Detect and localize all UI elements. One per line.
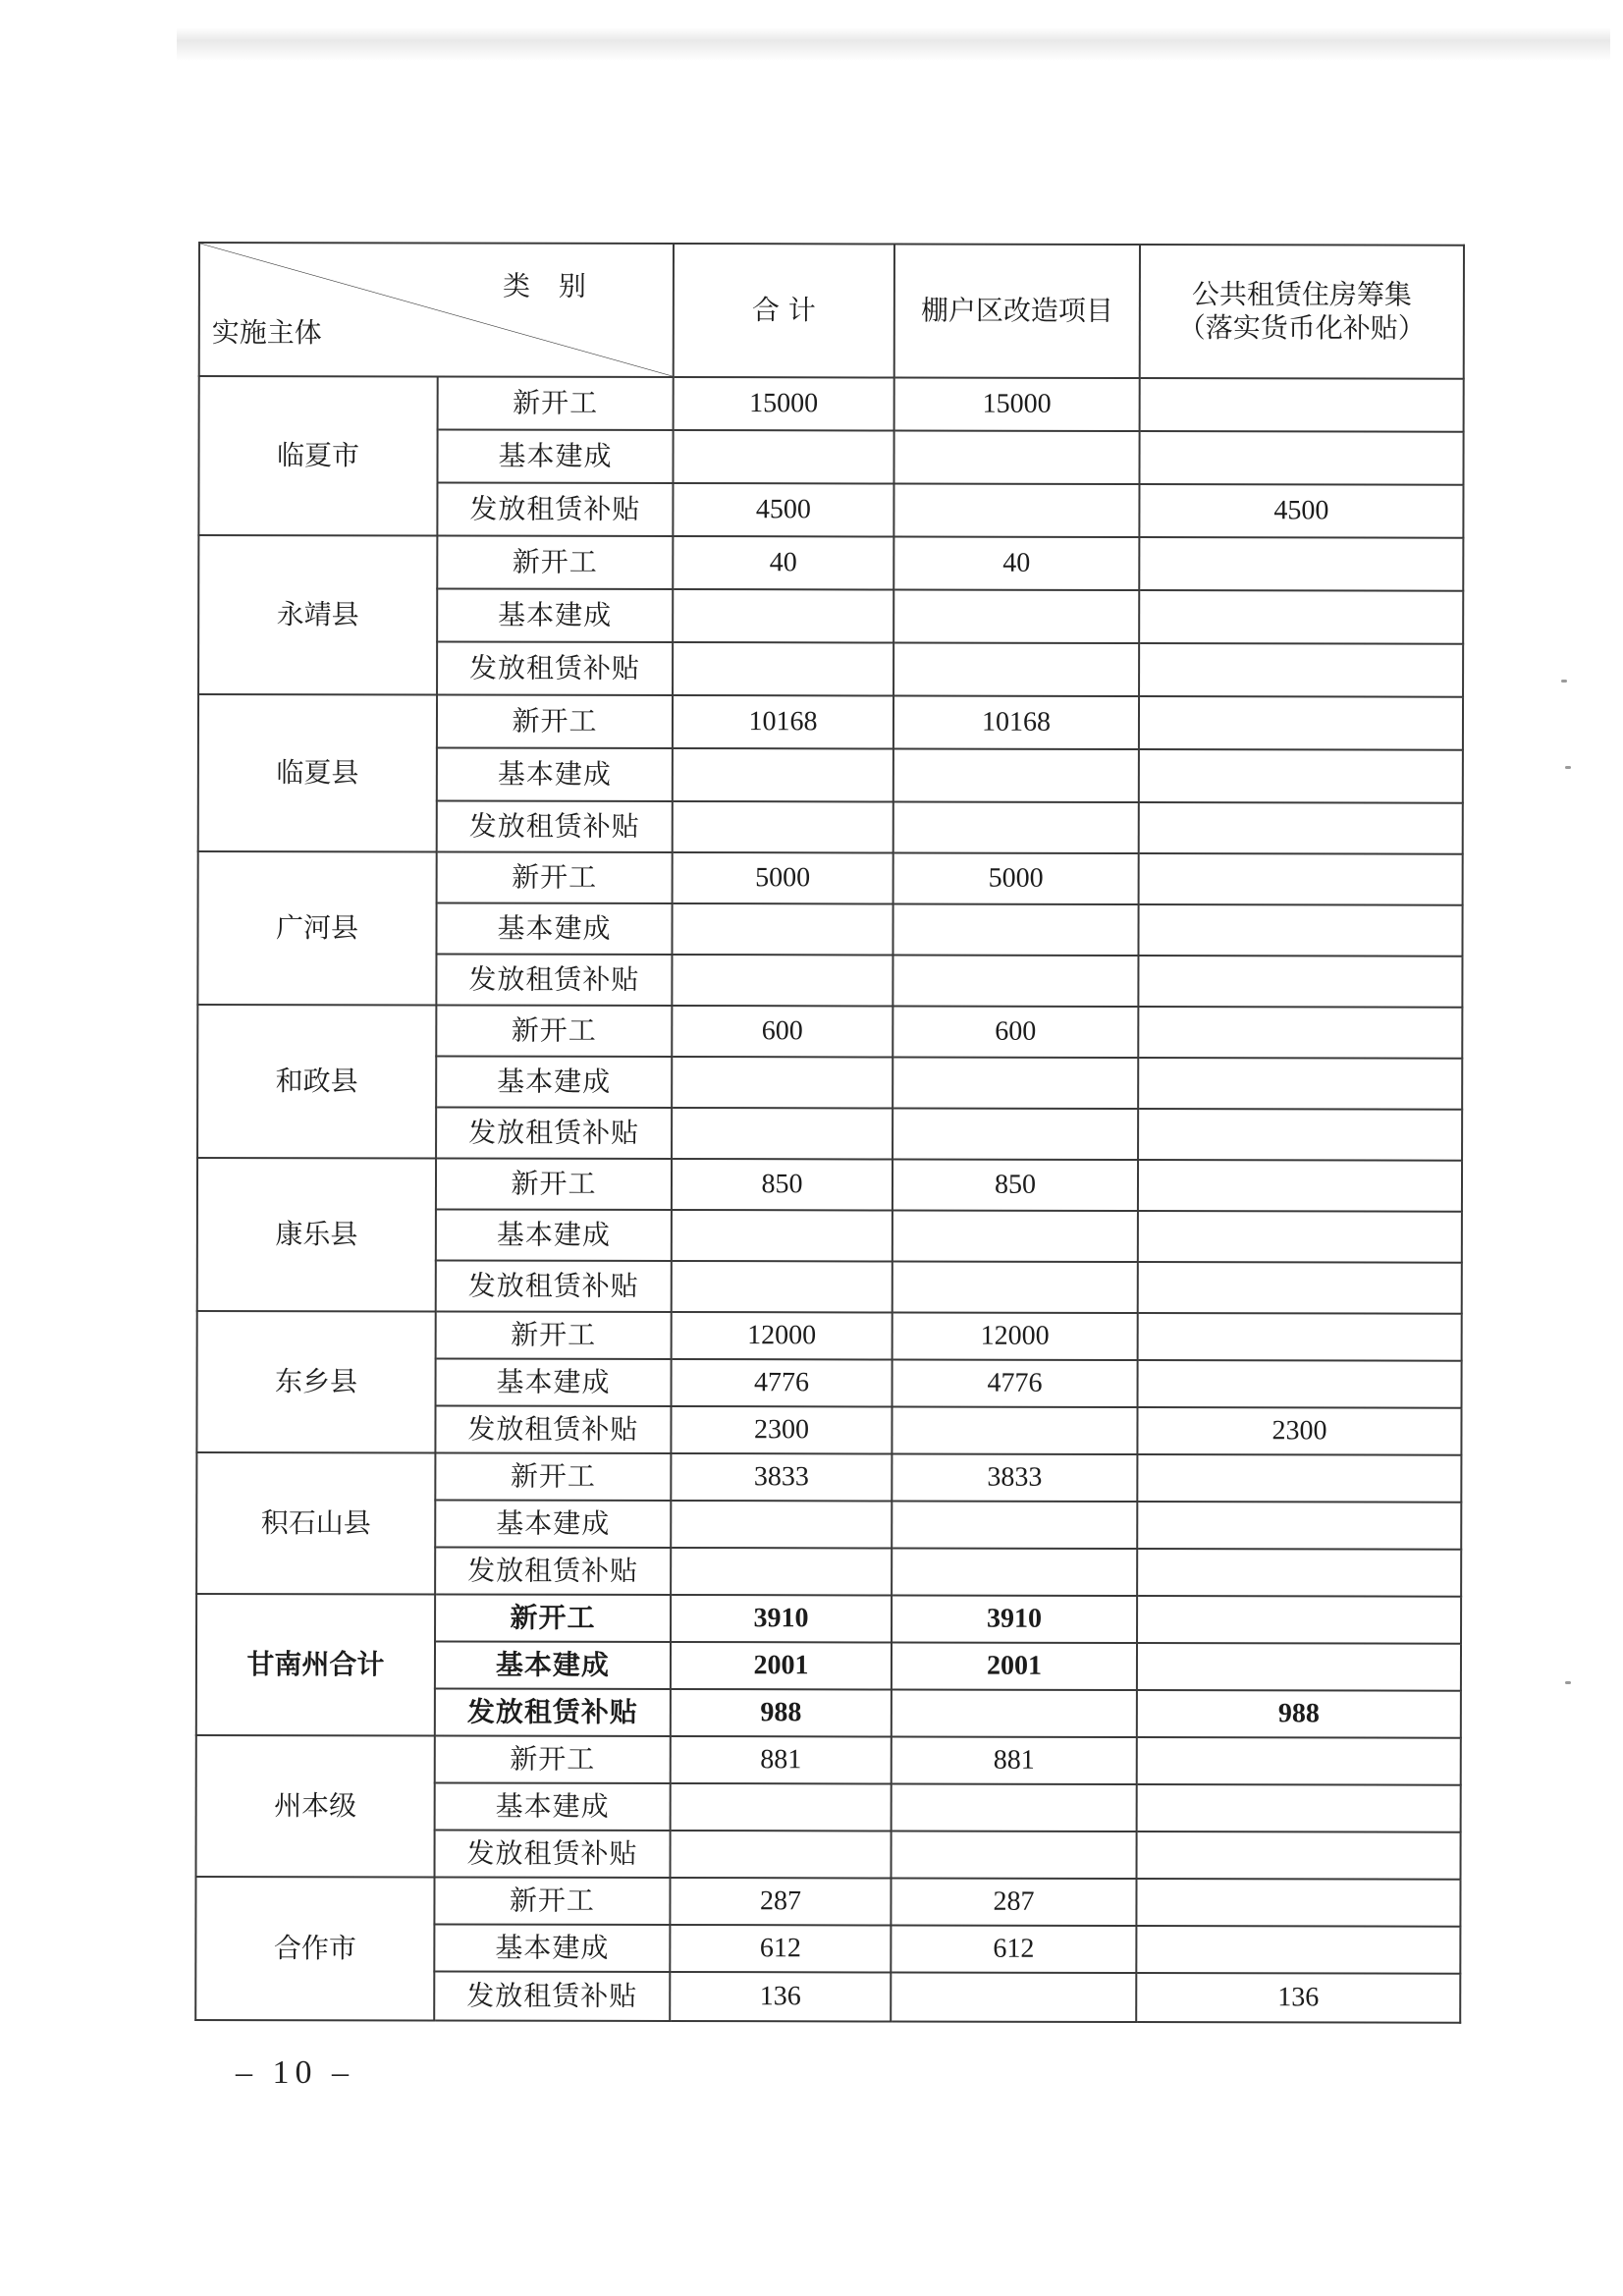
scan-top-smudge (177, 27, 1610, 61)
public-rental-cell (1138, 1058, 1462, 1110)
total-cell: 4776 (672, 1359, 893, 1406)
category-cell: 发放租赁补贴 (437, 801, 673, 853)
category-cell: 新开工 (437, 536, 673, 590)
category-cell: 发放租赁补贴 (436, 1108, 672, 1160)
category-cell: 基本建成 (435, 1642, 671, 1690)
shantytown-cell (893, 430, 1139, 484)
total-cell: 988 (671, 1689, 892, 1736)
total-cell: 4500 (673, 483, 893, 536)
category-cell: 基本建成 (435, 1501, 671, 1549)
entity-name: 康乐县 (197, 1158, 436, 1312)
total-cell: 881 (671, 1736, 892, 1783)
category-cell: 基本建成 (436, 1210, 672, 1262)
shantytown-cell (892, 1501, 1137, 1549)
total-cell: 10168 (673, 695, 893, 748)
category-cell: 发放租赁补贴 (435, 1689, 671, 1737)
header-category-label: 类 别 (502, 269, 596, 302)
table-row (199, 376, 1464, 432)
shantytown-cell (891, 1972, 1136, 2022)
category-cell: 基本建成 (436, 903, 672, 956)
public-rental-cell (1139, 431, 1463, 485)
category-cell: 新开工 (435, 1595, 671, 1643)
public-rental-cell (1137, 1502, 1461, 1550)
total-cell (672, 1261, 893, 1312)
shantytown-cell (893, 1108, 1138, 1160)
total-cell (672, 1210, 893, 1261)
total-cell: 612 (670, 1925, 891, 1972)
total-cell (671, 1783, 892, 1831)
table-row (197, 1158, 1462, 1212)
entity-name: 临夏县 (198, 694, 437, 852)
public-rental-cell (1138, 1360, 1462, 1408)
housing-project-table (194, 242, 1465, 2024)
shantytown-cell (893, 955, 1138, 1007)
category-cell: 新开工 (435, 1453, 671, 1502)
entity-name: 和政县 (197, 1005, 436, 1159)
shantytown-cell: 12000 (893, 1312, 1138, 1360)
table-body (195, 376, 1464, 2023)
entity-name: 广河县 (197, 851, 436, 1006)
public-rental-cell (1137, 1737, 1461, 1785)
entity-name: 合作市 (195, 1877, 434, 2021)
shantytown-cell (892, 1831, 1137, 1879)
category-cell: 基本建成 (436, 1057, 672, 1109)
category-cell: 基本建成 (437, 589, 673, 643)
total-cell (673, 589, 893, 642)
public-rental-cell (1139, 643, 1463, 697)
total-cell (673, 642, 893, 695)
header-shantytown (894, 244, 1140, 378)
header-public-rental (1140, 245, 1464, 379)
public-rental-cell (1136, 1926, 1460, 1974)
total-cell (672, 955, 893, 1006)
total-cell: 2001 (671, 1642, 892, 1689)
table-row (198, 535, 1463, 591)
total-cell (673, 430, 893, 483)
category-cell: 新开工 (436, 1006, 672, 1058)
scan-speck (1561, 680, 1567, 683)
table-header-row (199, 243, 1464, 379)
total-cell (671, 1501, 892, 1548)
total-cell (671, 1831, 892, 1878)
category-cell: 发放租赁补贴 (436, 1261, 672, 1313)
category-cell: 发放租赁补贴 (435, 1831, 671, 1879)
total-cell: 2300 (671, 1406, 892, 1453)
public-rental-cell (1138, 1109, 1462, 1161)
public-rental-cell (1137, 1831, 1461, 1880)
category-cell: 基本建成 (437, 430, 673, 484)
shantytown-cell (893, 801, 1139, 853)
table-row (196, 1594, 1461, 1644)
shantytown-cell: 287 (891, 1878, 1136, 1926)
shantytown-cell (893, 589, 1139, 643)
shantytown-cell: 5000 (893, 852, 1139, 904)
category-cell: 新开工 (436, 1312, 672, 1360)
public-rental-cell (1138, 1211, 1462, 1263)
shantytown-cell (893, 903, 1138, 956)
category-cell: 基本建成 (436, 1359, 672, 1407)
public-rental-cell (1139, 853, 1463, 905)
shantytown-cell: 881 (892, 1736, 1137, 1784)
category-cell: 基本建成 (435, 1783, 671, 1831)
total-cell (673, 801, 893, 852)
shantytown-cell: 3910 (892, 1595, 1137, 1643)
shantytown-cell (893, 1261, 1138, 1313)
public-rental-cell (1137, 1454, 1461, 1503)
public-rental-cell (1136, 1879, 1460, 1927)
public-rental-cell: 4500 (1139, 484, 1463, 538)
category-cell: 新开工 (436, 1159, 672, 1211)
public-rental-cell (1139, 696, 1463, 750)
shantytown-cell: 40 (893, 536, 1139, 590)
public-rental-cell (1139, 537, 1463, 591)
category-cell: 新开工 (435, 1736, 671, 1784)
total-cell: 5000 (673, 852, 893, 903)
shantytown-cell (892, 1689, 1137, 1737)
category-cell: 新开工 (438, 377, 674, 431)
table-row (198, 694, 1463, 750)
public-rental-cell (1138, 956, 1462, 1008)
category-cell: 发放租赁补贴 (434, 1972, 670, 2022)
public-rental-cell: 136 (1136, 1973, 1460, 2023)
shantytown-cell (893, 483, 1139, 537)
scan-speck (1565, 766, 1571, 769)
public-rental-cell (1140, 378, 1464, 432)
shantytown-cell: 612 (891, 1925, 1136, 1973)
public-rental-cell (1137, 1596, 1461, 1644)
page-number: – 10 – (236, 2054, 354, 2091)
total-cell (672, 1108, 893, 1159)
entity-name: 积石山县 (196, 1452, 435, 1595)
public-rental-cell (1137, 1549, 1461, 1597)
category-cell: 发放租赁补贴 (436, 955, 672, 1007)
shantytown-cell (893, 1057, 1138, 1109)
header-shantytown-label: 棚户区改造项目 (920, 294, 1113, 328)
table-row (197, 1311, 1462, 1361)
public-rental-cell (1138, 1160, 1462, 1212)
shantytown-cell: 850 (893, 1159, 1138, 1211)
shantytown-cell (892, 1783, 1137, 1831)
category-cell: 发放租赁补贴 (435, 1406, 671, 1454)
public-rental-cell (1137, 1784, 1461, 1832)
entity-name: 甘南州合计 (196, 1594, 435, 1736)
shantytown-cell (893, 748, 1139, 802)
shantytown-cell (892, 1548, 1137, 1596)
total-cell: 600 (672, 1006, 893, 1057)
table-row (196, 1735, 1461, 1785)
total-cell: 136 (670, 1972, 891, 2021)
total-cell: 850 (672, 1159, 893, 1210)
category-cell: 发放租赁补贴 (435, 1548, 671, 1596)
shantytown-cell: 3833 (892, 1453, 1137, 1502)
public-rental-cell (1139, 749, 1463, 803)
header-total-label: 合 计 (751, 294, 816, 327)
category-cell: 新开工 (437, 695, 673, 749)
public-rental-cell (1137, 1643, 1461, 1691)
shantytown-cell: 10168 (893, 695, 1139, 749)
header-subject-label: 实施主体 (211, 316, 322, 350)
public-rental-cell (1138, 1313, 1462, 1361)
entity-name: 州本级 (196, 1735, 435, 1878)
total-cell: 3833 (671, 1453, 892, 1501)
total-cell (672, 1057, 893, 1108)
entity-name: 临夏市 (198, 376, 437, 536)
public-rental-cell (1138, 1262, 1462, 1314)
shantytown-cell (893, 1210, 1138, 1262)
header-public-rental-line1: 公共租赁住房筹集 (1191, 278, 1412, 311)
diagonal-divider-line (200, 244, 673, 376)
total-cell (672, 903, 893, 955)
total-cell: 12000 (672, 1312, 893, 1359)
entity-name: 永靖县 (198, 535, 437, 695)
header-total (674, 244, 894, 377)
shantytown-cell: 15000 (894, 377, 1140, 431)
table-row (198, 851, 1463, 905)
category-cell: 新开工 (434, 1878, 670, 1926)
table-row (195, 1877, 1460, 1927)
public-rental-cell (1139, 590, 1463, 644)
shantytown-cell: 2001 (892, 1642, 1137, 1690)
entity-name: 东乡县 (196, 1311, 435, 1453)
category-cell: 新开工 (437, 852, 673, 904)
header-public-rental-line2: （落实货币化补贴） (1177, 311, 1426, 345)
public-rental-cell (1138, 904, 1462, 957)
table-row (196, 1452, 1461, 1503)
category-cell: 基本建成 (437, 748, 673, 802)
category-cell: 发放租赁补贴 (437, 483, 673, 537)
total-cell: 15000 (674, 377, 894, 430)
table-row (197, 1005, 1462, 1059)
total-cell (671, 1548, 892, 1595)
category-cell: 基本建成 (434, 1925, 670, 1973)
total-cell: 40 (673, 536, 893, 589)
public-rental-cell (1139, 802, 1463, 854)
shantytown-cell: 4776 (893, 1359, 1138, 1407)
shantytown-cell (893, 642, 1139, 696)
public-rental-cell: 988 (1137, 1690, 1461, 1738)
scan-speck (1565, 1681, 1571, 1684)
shantytown-cell (892, 1406, 1137, 1454)
public-rental-cell (1138, 1007, 1462, 1059)
total-cell (673, 748, 893, 801)
diagonal-header-cell (199, 243, 674, 377)
public-rental-cell: 2300 (1137, 1407, 1461, 1455)
total-cell: 3910 (671, 1595, 892, 1642)
shantytown-cell: 600 (893, 1006, 1138, 1058)
total-cell: 287 (670, 1878, 891, 1925)
category-cell: 发放租赁补贴 (437, 642, 673, 696)
